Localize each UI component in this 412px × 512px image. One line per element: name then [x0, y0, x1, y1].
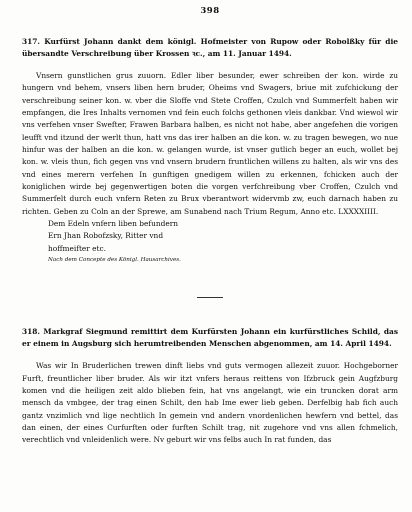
document-317-heading: 317. Kurfürst Johann dankt dem königl. Hofmeister von Rupow oder Robolßky für die übersandte Verschreibung über Krossen ꝛc., am 11. Januar 1494.	[22, 37, 398, 58]
document-317-body: Vnsern gunstlichen grus zuuorn. Edler liber besunder, ewer schreiben der kon. wirde zu hungern vnd behem, vnsers liben hern bruder, Oheims vnd Swagers, briue mit zufchickung der verschreibung seiner kon. w. vber die Sloffe vnd Stete Croffen, Czulch vnd Summerfelt haben wir empfangen, die Ires Inhalts vernomen vnd fein euch folchs gethonen vleis dankbar. Vnd wiewol wir vns verfehen vnser Swefter, Frawen Barbara halben, es nicht not habe, aber angefehen die vorigen leufft vnd itzund der werlt thun, hatt vns das irer halben an die kon. w. zu tragen bewegen, wo nue hinfur was der halben an die kon. w. gelangen wurde, ist vnser gutlich beger an euch, wollet bej kon. w. vleis thun, fich gegen vns vnd vnsern brudern fruntlichen willens zu halten, als wir vns des vnd eines merern verfehen In gunftigen gnedigem willen zu erkennen, fchicken auch der koniglichen wirde bej gegenwertigen boten die vorgen verfchreibung vber Croffen, Czulch vnd Summerfelt durch euch vnfern Reten zu Brux vberantwort widervmb zw, euch darnach haben zu richten. Geben zu Coln an der Sprewe, am Sunabend nach Trium Regum, Anno etc. LXXXXIIII.	[22, 71, 398, 216]
page-number: 398	[200, 6, 220, 16]
section-divider	[197, 297, 223, 298]
document-317-salutation	[22, 218, 398, 255]
document-318-body: Was wir In Bruderlichen trewen dinft liebs vnd guts vermogen allezeit zuuor. Hochgeborner Furft, freuntlicher liber bruder. Als wir itzt vnfers heraus reittens von Ifzbruck gein Augfzburg komen vnd die heiligen zeit aldo blieben fein, hat vns angelangt, wie ein truncken dorat arm mensch da vmbgee, der trag einen Schilt, den hab Ime ewer lieb geben. Derfelbig hab fich auch gantz vnzimlich vnd lige nechtlich In gemein vnd andern vnordenlichen hewfern vnd bettel, das dan einen, der eines Curfurften oder furften Schilt trag, nit zugehore vnd vns allen fchmelich, verechtlich vnd vnleidenlich were. Nv geburt wir vns felbs auch In rat funden, das	[22, 361, 398, 445]
document-318	[22, 326, 398, 446]
salutation-line: Ern Jhan Robofzsky, Ritter vnd	[48, 231, 164, 241]
salutation-line: hoffmeifter etc.	[48, 243, 106, 253]
salutation-line: Dem Edeln vnfern liben befundern	[48, 219, 179, 229]
document-317	[22, 36, 398, 263]
document-318-heading: 318. Markgraf Siegmund remittirt dem Kurfürsten Johann ein kurfürstliches Schild, das er einem in Augsburg sich herumtreibenden Menschen abgenommen, am 14. April 1494.	[22, 327, 398, 349]
document-317-source: Nach dem Concepte des Königl. Hausarchives.	[48, 257, 181, 264]
